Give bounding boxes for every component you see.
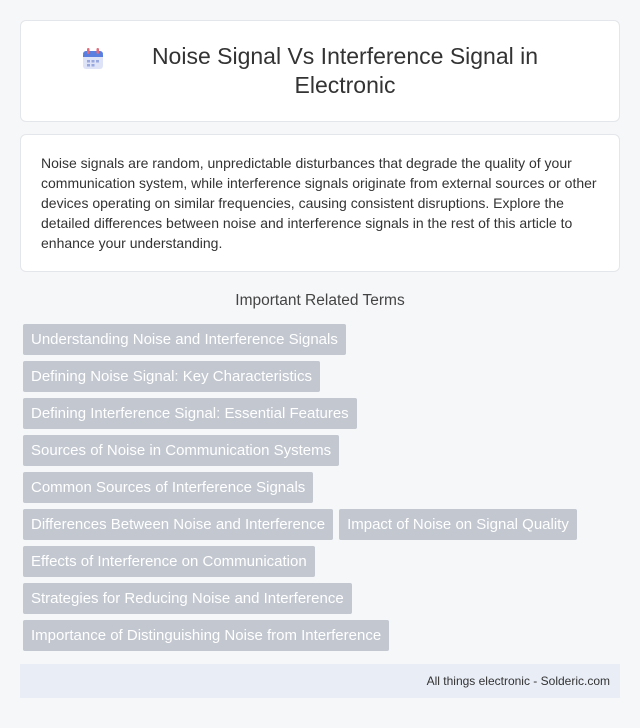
- term-row: [23, 435, 623, 466]
- term-link[interactable]: Defining Noise Signal: Key Characteristics: [23, 361, 320, 392]
- calendar-icon: [80, 46, 106, 72]
- intro-card: [20, 134, 620, 272]
- related-terms-heading: Important Related Terms: [235, 292, 405, 309]
- term-link[interactable]: Strategies for Reducing Noise and Interference: [23, 583, 352, 614]
- intro-paragraph: Noise signals are random, unpredictable disturbances that degrade the quality of your communication system, while interference signals originate from external sources or other devices operating on similar frequencies, causing consistent disruptions. Explore the detailed differences between noise and interference signals in the rest of this article to enhance your understanding.: [41, 155, 597, 251]
- term-link[interactable]: Differences Between Noise and Interference: [23, 509, 333, 540]
- related-terms-list: [23, 324, 623, 657]
- footer-text: All things electronic - Solderic.com: [426, 674, 610, 688]
- footer: [20, 664, 620, 698]
- term-row: [23, 583, 623, 614]
- title-row: [80, 42, 560, 100]
- term-link[interactable]: Sources of Noise in Communication Systems: [23, 435, 339, 466]
- term-row: [23, 472, 623, 503]
- term-row: [23, 361, 623, 392]
- term-link[interactable]: Importance of Distinguishing Noise from Interference: [23, 620, 389, 651]
- page-title: Noise Signal Vs Interference Signal in Electronic: [151, 43, 539, 98]
- term-row: [23, 324, 623, 355]
- term-link[interactable]: Common Sources of Interference Signals: [23, 472, 313, 503]
- term-row: [23, 398, 623, 429]
- term-row: [23, 509, 623, 540]
- term-link[interactable]: Effects of Interference on Communication: [23, 546, 315, 577]
- term-link[interactable]: Impact of Noise on Signal Quality: [339, 509, 577, 540]
- term-link[interactable]: Defining Interference Signal: Essential Features: [23, 398, 357, 429]
- title-card: [20, 20, 620, 122]
- term-row: [23, 620, 623, 651]
- term-link[interactable]: Understanding Noise and Interference Signals: [23, 324, 346, 355]
- term-row: [23, 546, 623, 577]
